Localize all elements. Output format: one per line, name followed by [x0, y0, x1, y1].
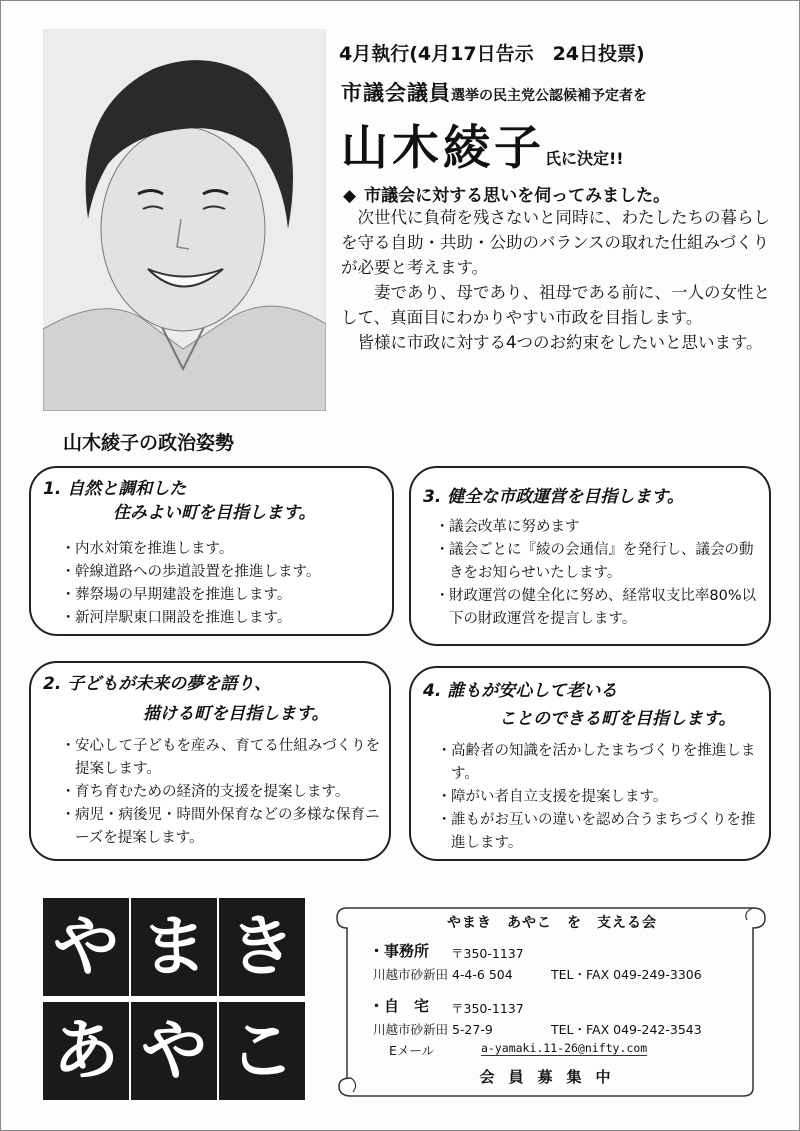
- policy-heading: 住みよい町を目指します。: [113, 503, 316, 523]
- election-type: 市議会議員: [341, 81, 451, 105]
- office-address: 川越市砂新田 4-4-6 504: [373, 967, 513, 982]
- home-tel: TEL・FAX 049-242-3543: [551, 1022, 702, 1037]
- policy-item: ・ 育ち育むための経済的支援を提案します。: [61, 781, 386, 804]
- logo-char: ま: [131, 898, 217, 996]
- policy-box-4: [409, 666, 771, 861]
- election-schedule: 4月執行(4月17日告示 24日投票): [339, 43, 645, 65]
- policy-list: [61, 538, 391, 630]
- policy-item: ・ 安心して子どもを産み、育てる仕組みづくりを提案します。: [61, 735, 386, 781]
- home-label: ・自 宅: [369, 997, 430, 1015]
- policy-item: ・ 内水対策を推進します。: [61, 538, 391, 561]
- diamond-icon: ◆: [343, 186, 357, 206]
- intro-paragraph: 皆様に市政に対する4つのお約束をしたいと思います。: [357, 333, 763, 352]
- policy-heading: 1. 自然と調和した: [43, 479, 187, 499]
- policy-heading: 2. 子どもが未来の夢を語り、: [43, 674, 272, 694]
- policy-item: ・ 障がい者自立支援を提案します。: [437, 786, 767, 809]
- policy-title: 山木綾子の政治姿勢: [63, 432, 235, 454]
- intro-heading: [343, 181, 670, 206]
- logo-char: あ: [43, 1002, 129, 1100]
- candidate-decision: [341, 111, 624, 178]
- policy-list: [437, 740, 767, 855]
- email-label: Eメール: [389, 1043, 435, 1058]
- candidate-name: 山木綾子: [341, 121, 545, 176]
- membership-recruiting: 会員募集中: [479, 1068, 625, 1086]
- policy-item: ・ 病児・病後児・時間外保育などの多様な保育ニーズを提案します。: [61, 804, 386, 850]
- policy-item: ・ 葬祭場の早期建設を推進します。: [61, 584, 391, 607]
- name-logo: [43, 898, 305, 1103]
- policy-item: ・ 誰もがお互いの違いを認め合うまちづくりを推進します。: [437, 809, 767, 855]
- policy-box-1: [29, 466, 394, 636]
- intro-body: [341, 205, 781, 355]
- intro-heading-text: 市議会に対する思いを伺ってみました。: [364, 186, 671, 206]
- intro-paragraph: 妻であり、母であり、祖母である前に、一人の女性として、真面目にわかりやすい市政を目指します。: [341, 283, 770, 327]
- policy-item: ・ 議会改革に努めます: [435, 516, 765, 539]
- candidate-photo: [43, 29, 326, 411]
- logo-char: こ: [219, 1002, 305, 1100]
- policy-heading: 4. 誰もが安心して老いる: [423, 681, 618, 701]
- policy-list: [61, 735, 386, 850]
- policy-item: ・ 新河岸駅東口開設を推進します。: [61, 607, 391, 630]
- logo-char: や: [131, 1002, 217, 1100]
- home-zip: 〒350-1137: [451, 1001, 524, 1016]
- policy-item: ・ 議会ごとに『綾の会通信』を発行し、議会の動きをお知らせいたします。: [435, 539, 765, 585]
- logo-char: や: [43, 898, 129, 996]
- email-link[interactable]: a-yamaki.11-26@nifty.com: [481, 1041, 648, 1055]
- support-group-scroll: [333, 898, 771, 1100]
- decision-text: 氏に決定!!: [545, 149, 624, 168]
- election-announcement: [341, 77, 647, 107]
- policy-item: ・ 幹線道路への歩道設置を推進します。: [61, 561, 391, 584]
- policy-item: ・ 財政運営の健全化に努め、経常収支比率80%以下の財政運営を提言します。: [435, 585, 765, 631]
- logo-char: き: [219, 898, 305, 996]
- office-tel: TEL・FAX 049-249-3306: [551, 967, 702, 982]
- policy-item: ・ 高齢者の知識を活かしたまちづくりを推進します。: [437, 740, 767, 786]
- policy-heading: 描ける町を目指します。: [143, 704, 329, 724]
- policy-list: [435, 516, 765, 631]
- policy-heading: ことのできる町を目指します。: [499, 709, 736, 729]
- announcement-text: 選挙の民主党公認候補予定者を: [451, 88, 647, 104]
- policy-heading: 3. 健全な市政運営を目指します。: [423, 487, 684, 507]
- policy-box-3: [409, 466, 771, 646]
- intro-paragraph: 次世代に負荷を残さないと同時に、わたしたちの暮らしを守る自助・共助・公助のバランスの取れた仕組みづくりが必要と考えます。: [341, 208, 770, 277]
- office-label-text: 事務所: [384, 942, 430, 960]
- home-address: 川越市砂新田 5-27-9: [373, 1022, 493, 1037]
- home-label-text: 自 宅: [384, 997, 430, 1015]
- support-group-title: やまき あやこ を 支える会: [447, 915, 657, 931]
- office-zip: 〒350-1137: [451, 946, 524, 961]
- office-label: ・事務所: [369, 942, 430, 960]
- policy-box-2: [29, 661, 391, 861]
